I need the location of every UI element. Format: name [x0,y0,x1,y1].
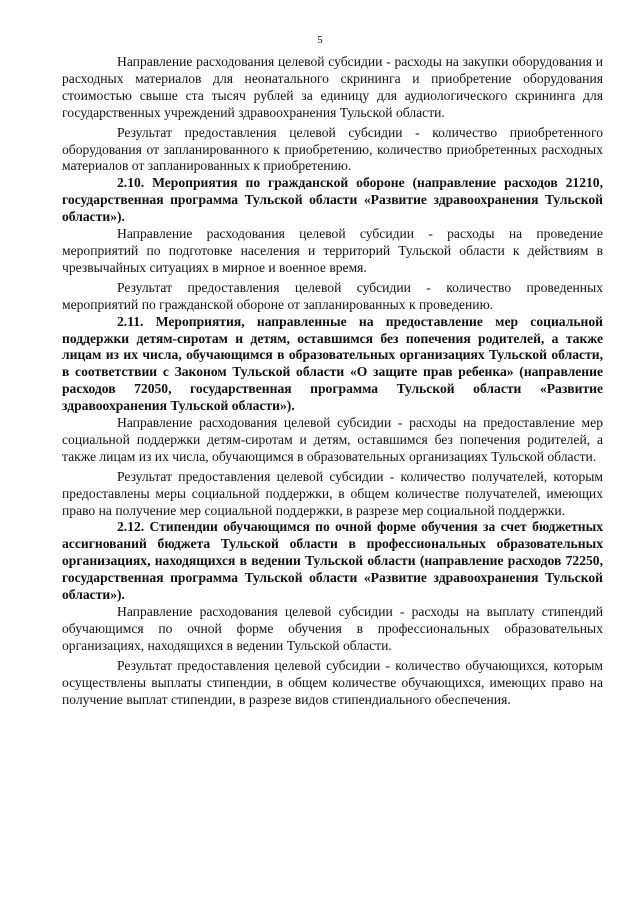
section-heading-2-11: 2.11. Мероприятия, направленные на предоставление мер социальной поддержки детям-сиротам и детям, оставшимся без попечения родителей, а также лицам из их числа, обучающимся в образовательных организациях Тульской области, в соответствии с Законом Тульской области «О защите прав ребенка» (направление расходов 72050, государственная программа Тульской области «Развитие здравоохранения Тульской области»). [62,313,603,414]
paragraph-orphans-direction: Направление расходования целевой субсидии - расходы на предоставление мер социальной поддержки детям-сиротам и детям, оставшимся без попечения родителей, а также лицам из их числа, обучающимся в образовательных организациях Тульской области. [62,415,603,464]
paragraph-civil-defense-direction: Направление расходования целевой субсидии - расходы на проведение мероприятий по подготовке населения и территорий Тульской области к действиям в чрезвычайных ситуациях в мирное и военное время. [62,226,603,275]
paragraph-stipends-direction: Направление расходования целевой субсидии - расходы на выплату стипендий обучающимся по очной форме обучения в профессиональных образовательных организациях, находящихся в ведении Тульской области. [62,604,603,653]
document-body [62,54,603,708]
paragraph-orphans-result: Результат предоставления целевой субсидии - количество получателей, которым предоставлены меры социальной поддержки, в общем количестве получателей, имеющих право на получение мер социальной поддержки, в разрезе мер социальной поддержки. [62,468,603,518]
paragraph-equipment-result: Результат предоставления целевой субсидии - количество приобретенного оборудования от запланированного к приобретению, количество приобретенных расходных материалов от запланированных к приобретению. [62,124,603,174]
section-heading-2-10: 2.10. Мероприятия по гражданской обороне (направление расходов 21210, государственная программа Тульской области «Развитие здравоохранения Тульской области»). [62,175,603,225]
paragraph-stipends-result: Результат предоставления целевой субсидии - количество обучающихся, которым осуществлены выплаты стипендии, в общем количестве обучающихся, имеющих право на получение выплат стипендии, в разрезе видов стипендиального обеспечения. [62,657,603,707]
paragraph-equipment-direction: Направление расходования целевой субсидии - расходы на закупки оборудования и расходных материалов для неонатального скрининга и приобретение оборудования стоимостью свыше ста тысяч рублей за единицу для аудиологического скрининга для государственных учреждений здравоохранения Тульской области. [62,54,603,120]
page-number: 5 [317,34,323,46]
paragraph-civil-defense-result: Результат предоставления целевой субсидии - количество проведенных мероприятий по гражданской обороне от запланированных к проведению. [62,279,603,312]
section-heading-2-12: 2.12. Стипендии обучающимся по очной форме обучения за счет бюджетных ассигнований бюджета Тульской области в профессиональных образовательных организациях, находящихся в ведении Тульской области (направление расходов 72250, государственная программа Тульской области «Развитие здравоохранения Тульской области»). [62,519,603,603]
